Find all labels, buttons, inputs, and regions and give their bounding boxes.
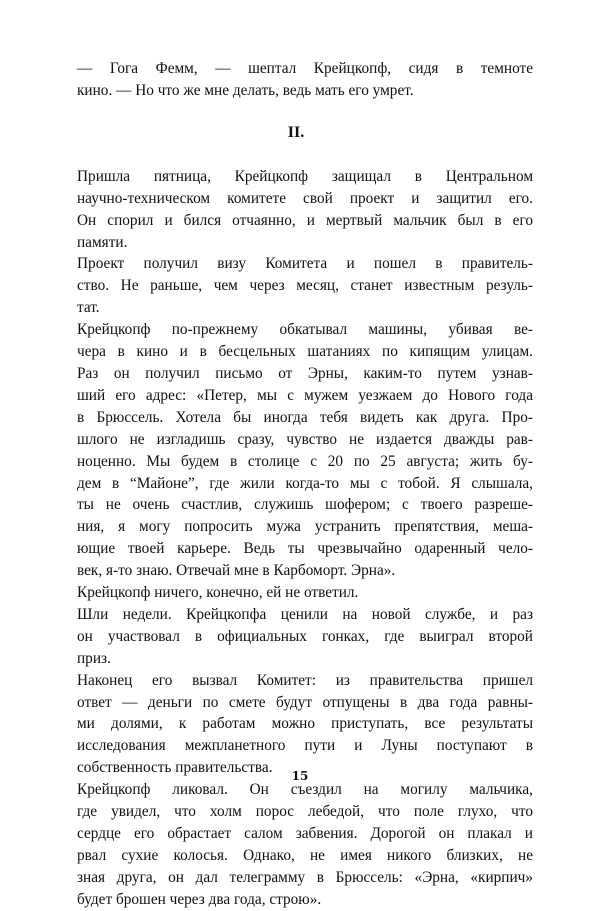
text-line: он участвовал в официальных гонках, где выиграл второй — [77, 627, 533, 645]
page-number: 15 — [291, 769, 309, 783]
text-line: век, я-то знаю. Отвечай мне в Карбоморт. Эрна». — [77, 562, 396, 580]
text-line: собственность правительства. — [77, 759, 273, 777]
text-line: шлого не изгладишь сразу, чувство не издается дважды рав- — [77, 430, 533, 448]
text-line: Пришла пятница, Крейцкопф защищал в Центральном — [77, 167, 533, 185]
text-line: рвал сухие колосья. Однако, не имея никого близких, не — [77, 846, 533, 864]
text-line: Крейцкопф ничего, конечно, ей не ответил. — [77, 584, 359, 602]
text-line: зная друга, он дал телеграмму в Брюссель: «Эрна, «кирпич» — [77, 868, 533, 886]
text-line: дем в “Майоне”, где жили когда-то мы с тобой. Я слышала, — [77, 474, 533, 492]
text-line: Он спорил и бился отчаянно, и мертвый мальчик был в его — [77, 211, 533, 229]
text-line: исследования межпланетного пути и Луны поступают в — [77, 737, 533, 755]
text-line: ответ — деньги по смете будут отпущены в два года равны- — [77, 693, 533, 711]
text-line: Проект получил визу Комитета и пошел в правитель- — [77, 255, 533, 273]
text-line: ми долями, к работам можно приступать, все результаты — [77, 715, 533, 733]
text-line: Крейцкопф ликовал. Он съездил на могилу мальчика, — [77, 781, 533, 799]
paragraph — [59, 582, 533, 604]
paragraph — [59, 604, 533, 670]
text-line: кино. — Но что же мне делать, ведь мать его умрет. — [77, 81, 414, 99]
text-line: приз. — [77, 649, 111, 667]
text-line: где увидел, что холм порос лебедой, что поле глухо, что — [77, 803, 533, 821]
chapter-heading: II. — [287, 123, 305, 141]
text-line: в Брюссель. Хотела бы иногда тебя видеть как друга. Про- — [77, 408, 533, 426]
text-line: научно-техническом комитете свой проект и защитил его. — [77, 189, 533, 207]
text-line: будет брошен через два года, строю». — [77, 890, 322, 908]
text-line: ший его адрес: «Петер, мы с мужем уезжаем до Нового года — [77, 386, 533, 404]
text-line: ство. Не раньше, чем через месяц, станет известным резуль- — [77, 277, 533, 295]
text-line: ноценно. Мы будем в столице с 20 по 25 августа; жить бу- — [77, 452, 533, 470]
opening-paragraph — [59, 58, 533, 102]
text-line: Раз он получил письмо от Эрны, каким-то путем узнав- — [77, 364, 533, 382]
text-line: чера в кино и в бесцельных шатаниях по кипящим улицам. — [77, 343, 533, 361]
paragraph — [59, 779, 533, 910]
text-line: Крейцкопф по-прежнему обкатывал машины, убивая ве- — [77, 321, 533, 339]
text-line: ющие твоей карьере. Ведь ты чрезвычайно одаренный чело- — [77, 540, 533, 558]
paragraph — [59, 253, 533, 319]
text-line: Шли недели. Крейцкопфа ценили на новой службе, и раз — [77, 605, 533, 623]
paragraph — [59, 670, 533, 780]
text-line: ты не очень счастлив, служишь шофером; с твоего разреше- — [77, 496, 533, 514]
paragraph — [59, 319, 533, 363]
paragraph — [59, 166, 533, 254]
text-line: сердце его обрастает салом забвения. Дорогой он плакал и — [77, 825, 533, 842]
text-line: Наконец его вызвал Комитет: из правительства пришел — [77, 671, 533, 689]
text-line: — Гога Фемм, — шептал Крейцкопф, сидя в темноте — [77, 60, 533, 77]
text-line: ния, я могу попросить мужа устранить препятствия, меша- — [77, 518, 533, 536]
text-line: памяти. — [77, 233, 128, 251]
paragraph — [59, 363, 533, 582]
text-line: тат. — [77, 299, 100, 317]
